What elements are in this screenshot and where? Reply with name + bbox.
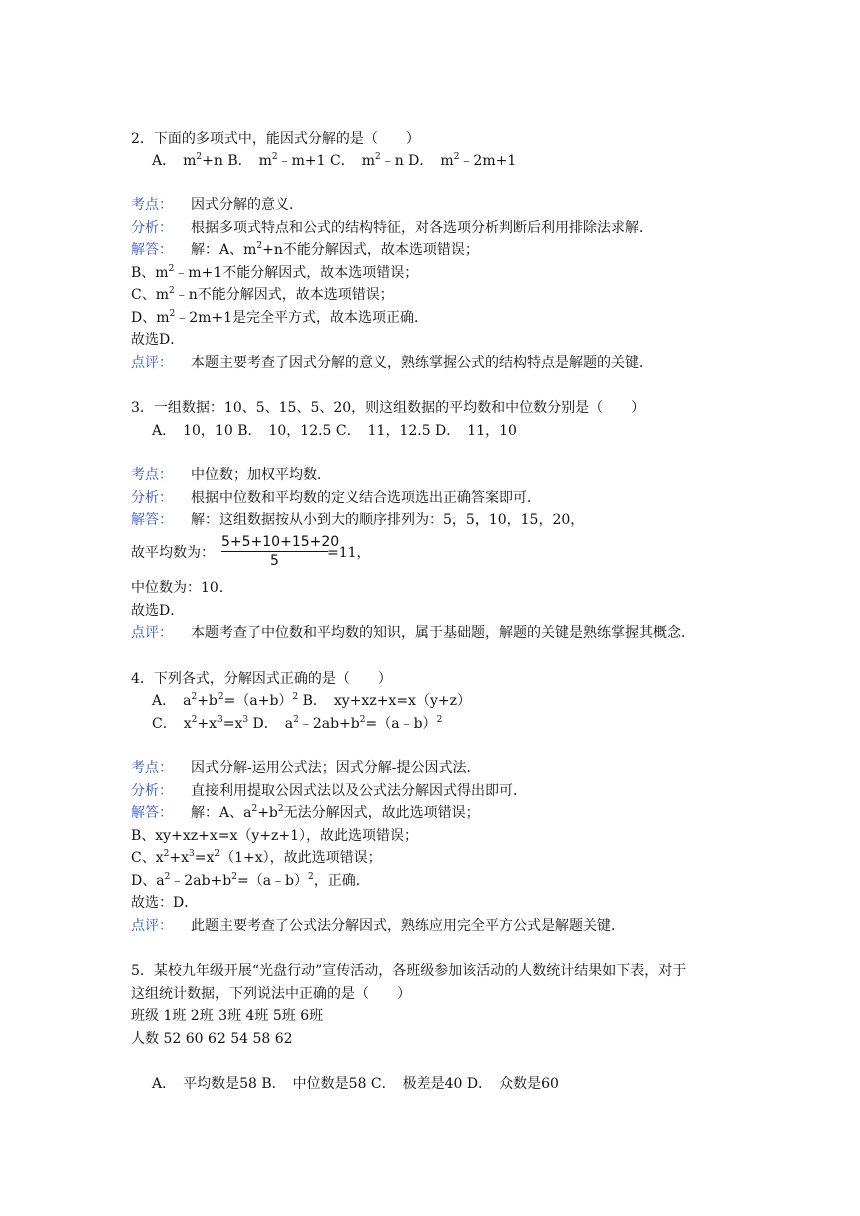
q3-median: 中位数为：10．: [131, 580, 233, 596]
q2-dianping: 点评： 本题主要考查了因式分解的意义，熟练掌握公式的结构特点是解题的关键．: [131, 355, 653, 371]
q2-stem: 2．下面的多项式中，能因式分解的是（ ）: [131, 131, 420, 147]
q3-jieda: 解答： 解：这组数据按从小到大的顺序排列为：5，5，10，15，20，: [131, 512, 585, 528]
q4-dianping: 点评： 此题主要考查了公式法分解因式，熟练应用完全平方公式是解题关键．: [131, 918, 625, 934]
q4-stem: 4．下列各式，分解因式正确的是（ ）: [131, 671, 392, 687]
q5-table-row-1: 班级 1班 2班 3班 4班 5班 6班: [131, 1008, 324, 1024]
q2-choice: 故选D．: [131, 332, 185, 348]
q5-stem-1: 5．某校九年级开展“光盘行动”宣传活动，各班级参加该活动的人数统计结果如下表，对于: [131, 963, 687, 979]
mean-fraction: [221, 534, 340, 569]
q2-line-d: D、$m^2﹣2m+1$是完全平方式，故本选项正确．: [131, 309, 429, 326]
q3-mean-result: =11，: [327, 545, 371, 561]
kaodian-label: 考点：: [131, 197, 173, 213]
q4-kaodian: 考点： 因式分解-运用公式法；因式分解-提公因式法．: [131, 760, 481, 776]
q2-jieda: 解答： 解：A、$m^2+n$不能分解因式，故本选项错误；: [131, 241, 479, 258]
q4-fenxi: 分析： 直接利用提取公因式法以及公式法分解因式得出即可．: [131, 783, 527, 799]
jieda-label: 解答：: [131, 242, 173, 258]
q4-line-b: B、xy+xz+x=x（y+z+1），故此选项错误；: [131, 828, 418, 844]
q3-fenxi: 分析： 根据中位数和平均数的定义结合选项选出正确答案即可．: [131, 490, 541, 506]
fenxi-label: 分析：: [131, 220, 173, 236]
q4-options-ab: A． $a^2+b^2=(a+b)^2$ B． xy+xz+x=x（y+z）: [152, 692, 471, 709]
q3-kaodian: 考点： 中位数；加权平均数．: [131, 467, 331, 483]
fraction-denominator: 5: [270, 553, 279, 569]
fraction-numerator: 5+5+10+15+20: [221, 534, 340, 550]
q3-mean-label: 故平均数为：: [131, 545, 215, 561]
q2-line-b: B、$m^2﹣m+1$不能分解因式，故本选项错误；: [131, 264, 419, 281]
q5-stem-2: 这组统计数据，下列说法中正确的是（ ）: [131, 986, 411, 1002]
q2-fenxi: 分析： 根据多项式特点和公式的结构特征，对各选项分析判断后利用排除法求解．: [131, 220, 653, 236]
q3-stem: 3．一组数据：10、5、15、5、20，则这组数据的平均数和中位数分别是（ ）: [131, 400, 646, 416]
q5-table-row-2: 人数 52 60 62 54 58 62: [131, 1031, 293, 1047]
q5-options: A． 平均数是58 B． 中位数是58 C． 极差是40 D． 众数是60: [152, 1076, 559, 1092]
q4-jieda: 解答： 解：A、$a^2+b^2$无法分解因式，故此选项错误；: [131, 804, 480, 821]
q3-options: A． 10，10 B． 10，12.5 C． 11，12.5 D． 11，10: [152, 423, 517, 439]
q4-line-d: D、$a^2﹣2ab+b^2=(a﹣b)^2$，正确．: [131, 872, 370, 889]
q3-choice: 故选D．: [131, 603, 185, 619]
q3-dianping: 点评： 本题考查了中位数和平均数的知识，属于基础题，解题的关键是熟练掌握其概念．: [131, 625, 695, 641]
q4-line-c: C、$x^2+x^3=x^2(1+x)$，故此选项错误；: [131, 849, 382, 866]
q2-kaodian: 考点： 因式分解的意义．: [131, 197, 303, 213]
q2-options: A． $m^2+n$ B． $m^2﹣m+1$ C． $m^2﹣n$ D． $m^2﹣2m+1$: [152, 152, 517, 169]
q4-choice: 故选：D．: [131, 895, 199, 911]
q4-options-cd: C． $x^2+x^3=x^3$ D． $a^2﹣2ab+b^2=(a﹣b)^2$: [152, 715, 443, 732]
q2-line-c: C、$m^2﹣n$不能分解因式，故本选项错误；: [131, 286, 394, 303]
